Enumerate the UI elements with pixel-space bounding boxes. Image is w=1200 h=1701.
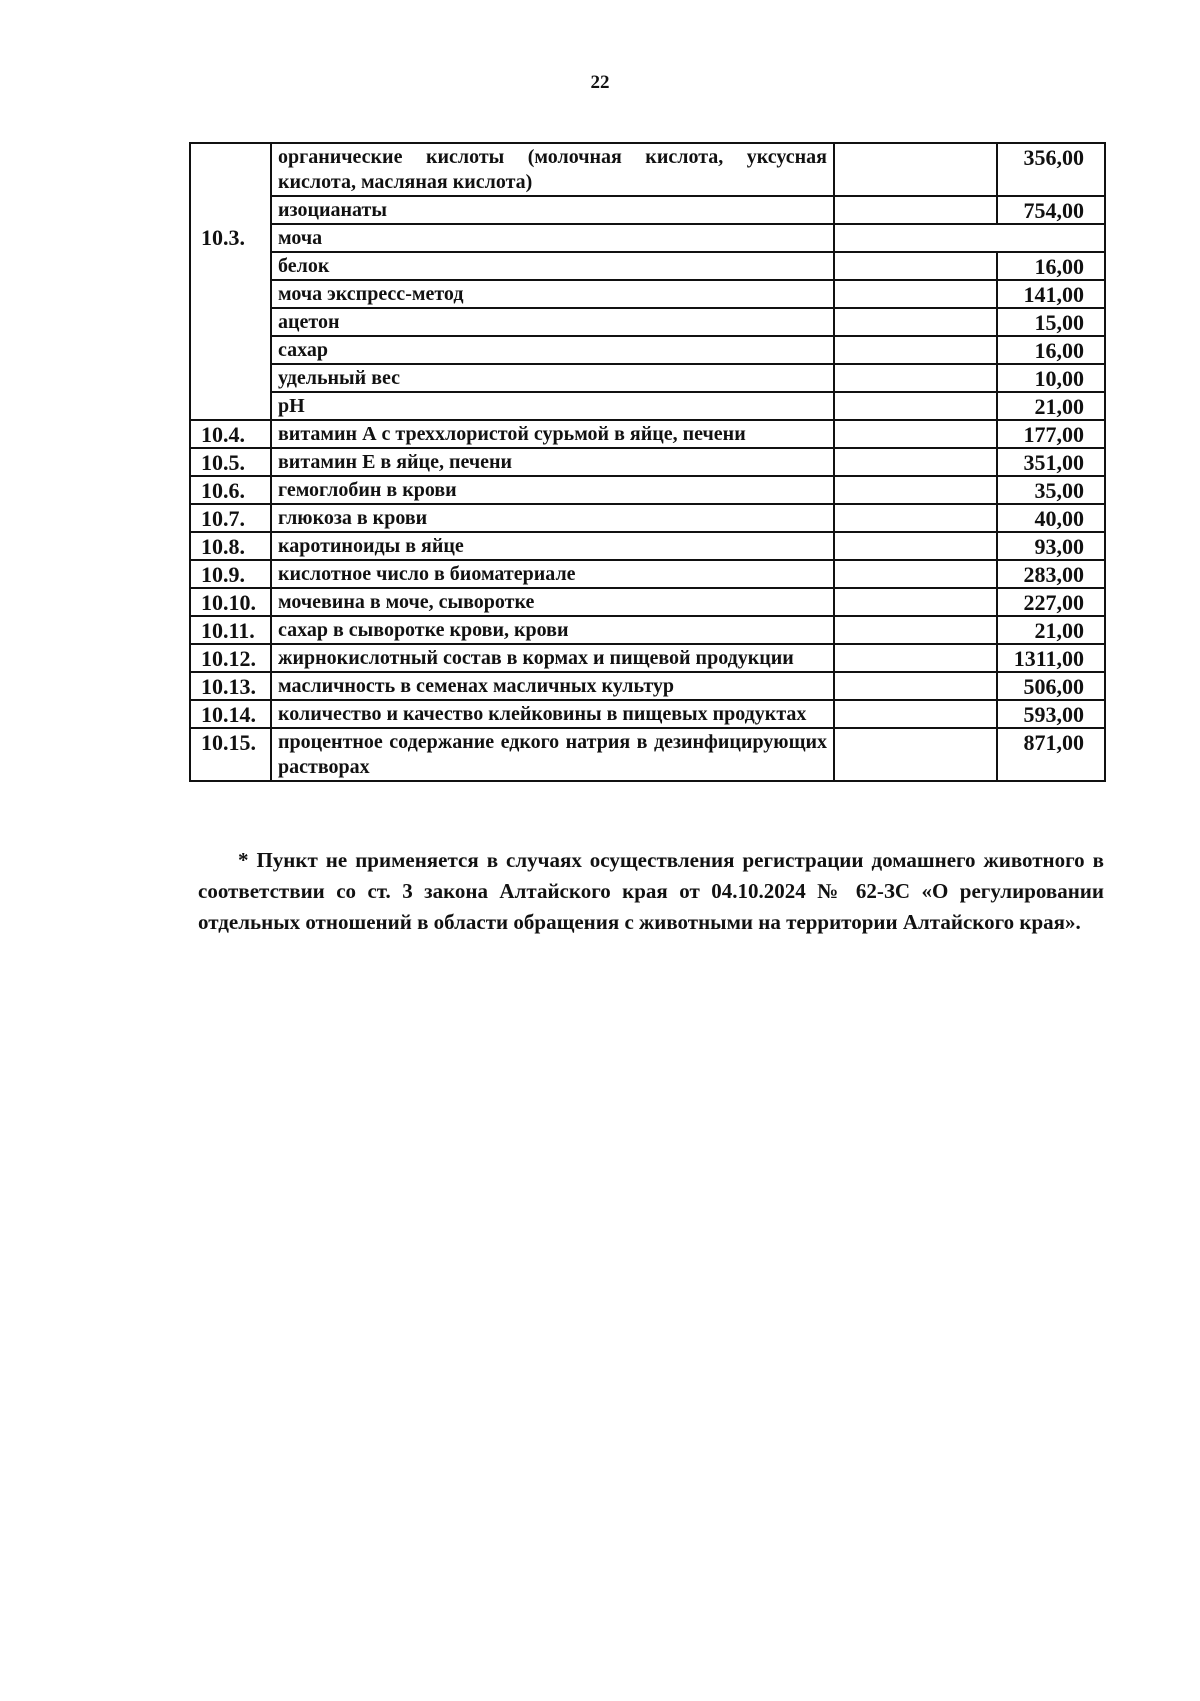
row-empty-cell (834, 420, 997, 448)
row-name: гемоглобин в крови (271, 476, 834, 504)
row-empty-cell (834, 644, 997, 672)
row-number: 10.3. (190, 224, 271, 252)
row-number (190, 252, 271, 280)
table-row (190, 280, 1105, 308)
row-price: 227,00 (997, 588, 1105, 616)
row-number: 10.7. (190, 504, 271, 532)
row-name: кислотное число в биоматериале (271, 560, 834, 588)
row-empty-cell (834, 448, 997, 476)
row-name: сахар в сыворотке крови, крови (271, 616, 834, 644)
row-number (190, 280, 271, 308)
footnote: * Пункт не применяется в случаях осуществления регистрации домашнего животного в соответствии со ст. 3 закона Алтайского края от 04.10.2024 № 62-ЗС «О регулировании отдельных отношений в области обращения с животными на территории Алтайского края». (198, 848, 1104, 934)
row-number: 10.11. (190, 616, 271, 644)
row-number (190, 308, 271, 336)
row-price: 283,00 (997, 560, 1105, 588)
row-name: моча экспресс-метод (271, 280, 834, 308)
row-price: 21,00 (997, 616, 1105, 644)
row-price: 141,00 (997, 280, 1105, 308)
row-price: 21,00 (997, 392, 1105, 420)
row-name: витамин А с треххлористой сурьмой в яйце, печени (271, 420, 834, 448)
page-number: 22 (590, 72, 610, 93)
row-number (190, 196, 271, 224)
row-name: изоцианаты (271, 196, 834, 224)
row-name: рН (271, 392, 834, 420)
row-empty-cell (834, 143, 997, 196)
row-name: глюкоза в крови (271, 504, 834, 532)
row-price: 506,00 (997, 672, 1105, 700)
table-row (190, 420, 1105, 448)
row-name: белок (271, 252, 834, 280)
row-name: сахар (271, 336, 834, 364)
row-empty-cell (834, 252, 997, 280)
table-row (190, 644, 1105, 672)
row-number (190, 143, 271, 196)
row-empty-cell (834, 532, 997, 560)
row-price: 40,00 (997, 504, 1105, 532)
row-empty-cell (834, 504, 997, 532)
row-empty-cell (834, 308, 997, 336)
row-price: 16,00 (997, 336, 1105, 364)
row-price: 871,00 (997, 728, 1105, 781)
row-name: моча (271, 224, 834, 252)
row-empty-cell (834, 700, 997, 728)
table-row (190, 252, 1105, 280)
row-name: ацетон (271, 308, 834, 336)
row-price: 15,00 (997, 308, 1105, 336)
row-number: 10.10. (190, 588, 271, 616)
row-number: 10.15. (190, 728, 271, 781)
table-row (190, 224, 1105, 252)
table-row (190, 196, 1105, 224)
row-empty-cell (834, 280, 997, 308)
row-empty-cell (834, 728, 997, 781)
row-number: 10.8. (190, 532, 271, 560)
table-row (190, 364, 1105, 392)
row-price: 93,00 (997, 532, 1105, 560)
row-price: 356,00 (997, 143, 1105, 196)
row-name: масличность в семенах масличных культур (271, 672, 834, 700)
row-price: 35,00 (997, 476, 1105, 504)
table-row (190, 672, 1105, 700)
row-name: органические кислоты (молочная кислота, уксусная кислота, масляная кислота) (271, 143, 834, 196)
table-row (190, 728, 1105, 781)
row-empty-cell (834, 588, 997, 616)
row-empty-cell (834, 196, 997, 224)
row-empty-cell (834, 616, 997, 644)
row-number: 10.5. (190, 448, 271, 476)
row-name: мочевина в моче, сыворотке (271, 588, 834, 616)
table-row (190, 504, 1105, 532)
table-row (190, 700, 1105, 728)
row-price: 1311,00 (997, 644, 1105, 672)
row-number (190, 392, 271, 420)
row-name: удельный вес (271, 364, 834, 392)
row-price: 177,00 (997, 420, 1105, 448)
row-number: 10.9. (190, 560, 271, 588)
row-name: процентное содержание едкого натрия в дезинфицирующих растворах (271, 728, 834, 781)
table-row (190, 560, 1105, 588)
row-number (190, 336, 271, 364)
row-name: витамин Е в яйце, печени (271, 448, 834, 476)
table-row (190, 588, 1105, 616)
row-price: 351,00 (997, 448, 1105, 476)
table-row (190, 532, 1105, 560)
row-number: 10.6. (190, 476, 271, 504)
row-number: 10.13. (190, 672, 271, 700)
table-row (190, 616, 1105, 644)
row-empty-cell (834, 392, 997, 420)
row-empty-cell (834, 560, 997, 588)
row-number (190, 364, 271, 392)
table-row (190, 308, 1105, 336)
row-number: 10.14. (190, 700, 271, 728)
row-empty-cell (834, 336, 997, 364)
row-number: 10.4. (190, 420, 271, 448)
row-name: каротиноиды в яйце (271, 532, 834, 560)
row-empty-cell (834, 672, 997, 700)
price-table (189, 142, 1106, 782)
row-empty-cell (834, 476, 997, 504)
table-row (190, 392, 1105, 420)
row-empty-cell (834, 364, 997, 392)
row-price: 16,00 (997, 252, 1105, 280)
row-number: 10.12. (190, 644, 271, 672)
table-row (190, 476, 1105, 504)
row-price: 10,00 (997, 364, 1105, 392)
row-name: жирнокислотный состав в кормах и пищевой продукции (271, 644, 834, 672)
table-row (190, 336, 1105, 364)
table-row (190, 143, 1105, 196)
table-row (190, 448, 1105, 476)
row-empty-cell (834, 224, 1105, 252)
row-name: количество и качество клейковины в пищевых продуктах (271, 700, 834, 728)
row-price: 754,00 (997, 196, 1105, 224)
row-price: 593,00 (997, 700, 1105, 728)
